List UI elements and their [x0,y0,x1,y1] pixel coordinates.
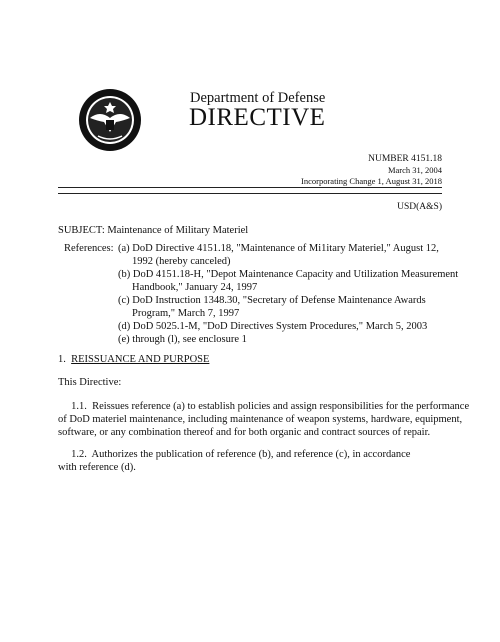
reference-line: (e) through (l), see enclosure 1 [118,334,247,345]
department-name: Department of Defense [190,90,326,106]
section-title: REISSUANCE AND PURPOSE [71,354,210,365]
reference-line: (d) DoD 5025.1-M, "DoD Directives System Procedures," March 5, 2003 [118,321,428,332]
directive-number: NUMBER 4151.18 [368,154,442,164]
reference-line: 1992 (hereby canceled) [132,256,231,267]
change-note: Incorporating Change 1, August 31, 2018 [301,176,442,186]
section-heading [58,353,209,366]
dod-seal-icon [78,88,142,152]
paragraph-line: of DoD materiel maintenance, including maintenance of weapon systems, hardware, equipment, [58,414,463,425]
paragraph-1-1 [58,400,470,439]
paragraph-line: software, or any combination thereof and for both organic and contract sources of repair. [58,427,431,438]
document-title: DIRECTIVE [189,104,326,131]
reference-line: Program," March 7, 1997 [132,308,240,319]
reference-line: (b) DoD 4151.18-H, "Depot Maintenance Capacity and Utilization Measurement [118,269,459,280]
header-rule-top [58,187,442,188]
directive-date: March 31, 2004 [387,165,442,175]
paragraph-line: 1.1. Reissues reference (a) to establish policies and assign responsibilities for the performance [58,401,470,412]
paragraph-1-2 [58,448,448,474]
responsible-office: USD(A&S) [397,202,442,212]
reference-line: Handbook," January 24, 1997 [132,282,258,293]
section-intro: This Directive: [58,377,122,388]
document-info [301,154,442,187]
references-block [64,242,459,346]
header-rule-bottom [58,193,442,194]
section-number: 1. [58,354,66,365]
reference-line: (c) DoD Instruction 1348.30, "Secretary of Defense Maintenance Awards [118,295,426,306]
reference-line: (a) DoD Directive 4151.18, "Maintenance of Mi1itary Materiel," August 12, [118,243,439,254]
paragraph-line: with reference (d). [58,462,136,473]
paragraph-line: 1.2. Authorizes the publication of reference (b), and reference (c), in accordance [58,449,411,460]
references-label: References: [64,243,114,254]
subject-line: SUBJECT: Maintenance of Military Materiel [58,225,249,236]
references-list [118,242,459,346]
